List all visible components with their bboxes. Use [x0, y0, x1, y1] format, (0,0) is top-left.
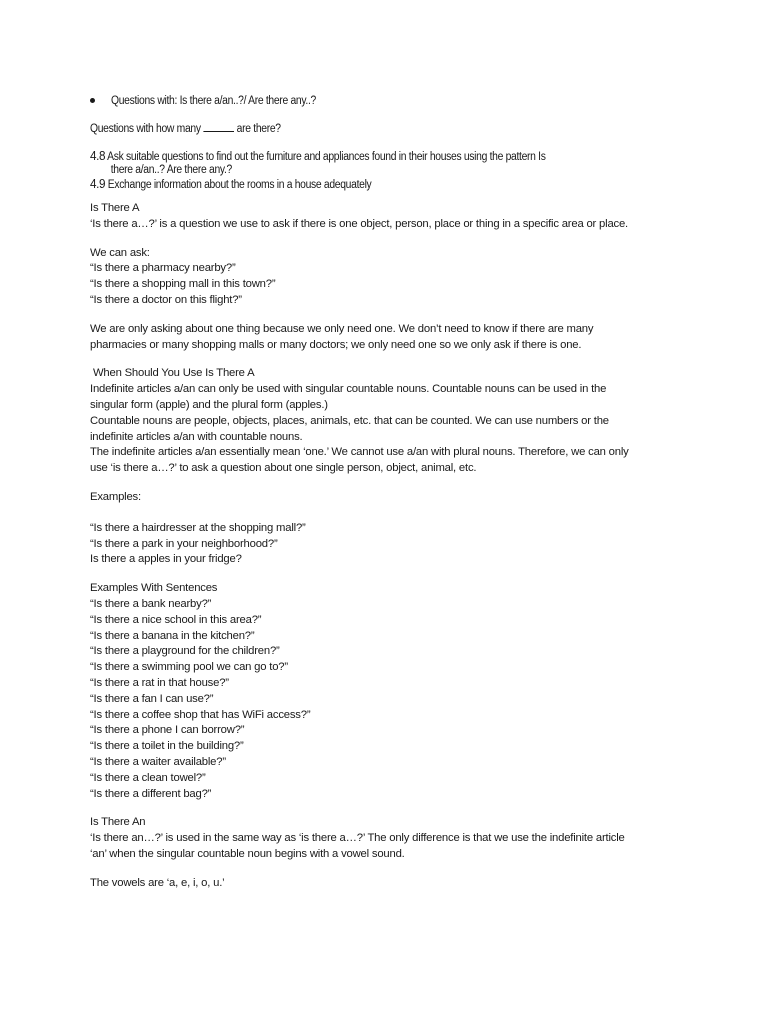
list-item: “Is there a phone I can borrow?” [90, 724, 245, 737]
paragraph-line: singular form (apple) and the plural form (apples.) [90, 398, 328, 411]
paragraph-line: We are only asking about one thing because we only need one. We don’t need to know if there are many [90, 322, 594, 335]
paragraph-line: pharmacies or many shopping malls or many doctors; we only need one so we only ask if there is one. [90, 338, 582, 351]
bullet-item [90, 92, 690, 110]
list-item: “Is there a waiter available?” [90, 755, 226, 768]
section-examples-with-sentences [90, 581, 690, 802]
list-item: “Is there a clean towel?” [90, 771, 206, 784]
paragraph-line: Indefinite articles a/an can only be used with singular countable nouns. Countable nouns can be used in the [90, 383, 607, 396]
howmany-line [90, 120, 630, 138]
list-item: “Is there a swimming pool we can go to?” [90, 661, 288, 674]
intro-paragraph: ‘Is there a…?’ is a question we use to ask if there is one object, person, place or thing in a specific area or place. [90, 217, 628, 230]
list-item: “Is there a different bag?” [90, 787, 212, 800]
list-item: “Is there a doctor on this flight?” [90, 293, 242, 306]
list-item: “Is there a park in your neighborhood?” [90, 537, 278, 550]
list-item: “Is there a rat in that house?” [90, 676, 229, 689]
vowels-line: The vowels are ‘a, e, i, o, u.’ [90, 876, 225, 889]
paragraph-line: indefinite articles a/an with countable nouns. [90, 430, 303, 443]
objective-text: Ask suitable questions to find out the furniture and appliances found in their houses using the pattern Is [105, 151, 546, 163]
we-can-ask-label: We can ask: [90, 246, 150, 259]
objective-text: Exchange information about the rooms in a house adequately [105, 179, 372, 191]
list-item: Is there a apples in your fridge? [90, 553, 242, 566]
objective-continuation: there a/an..? Are there any.? [110, 164, 232, 176]
section-heading: Examples With Sentences [90, 582, 218, 595]
section-when-to-use [90, 366, 690, 477]
section-is-there-an [90, 815, 690, 891]
howmany-before: Questions with how many [90, 123, 201, 135]
section-is-there-a [90, 201, 690, 353]
list-item: “Is there a shopping mall in this town?” [90, 278, 276, 291]
section-heading: Is There An [90, 816, 146, 829]
section-heading: Examples: [90, 490, 141, 503]
objective-line [90, 177, 630, 191]
list-item: “Is there a coffee shop that has WiFi access?” [90, 708, 311, 721]
howmany-after: are there? [236, 123, 281, 135]
paragraph-line: use ‘is there a…?’ to ask a question about one single person, object, animal, etc. [90, 462, 477, 475]
list-item: “Is there a pharmacy nearby?” [90, 262, 236, 275]
bullet-text: Questions with: Is there a/an..?/ Are there any..? [111, 95, 316, 107]
objectives [90, 149, 690, 191]
paragraph-line: ‘an’ when the singular countable noun begins with a vowel sound. [90, 847, 405, 860]
paragraph-line: ‘Is there an…?’ is used in the same way as ‘is there a…?’ The only difference is that we use the indefinite article [90, 832, 625, 845]
list-item: “Is there a toilet in the building?” [90, 740, 244, 753]
list-item: “Is there a fan I can use?” [90, 692, 214, 705]
list-item: “Is there a hairdresser at the shopping mall?” [90, 521, 306, 534]
fill-in-blank [203, 120, 234, 132]
section-heading: When Should You Use Is There A [90, 367, 255, 380]
bullet-dot-icon [90, 98, 95, 103]
list-item: “Is there a banana in the kitchen?” [90, 629, 255, 642]
section-examples [90, 490, 690, 568]
paragraph-line: The indefinite articles a/an essentially mean ‘one.’ We cannot use a/an with plural nouns. Therefore, we can only [90, 446, 629, 459]
objective-line [90, 149, 630, 163]
paragraph-line: Countable nouns are people, objects, places, animals, etc. that can be counted. We can use numbers or the [90, 414, 609, 427]
section-heading: Is There A [90, 202, 140, 214]
objective-number: 4.9 [90, 176, 106, 191]
document-page [90, 92, 690, 891]
list-item: “Is there a bank nearby?” [90, 597, 212, 610]
objective-number: 4.8 [90, 148, 106, 163]
list-item: “Is there a nice school in this area?” [90, 613, 262, 626]
list-item: “Is there a playground for the children?” [90, 645, 280, 658]
